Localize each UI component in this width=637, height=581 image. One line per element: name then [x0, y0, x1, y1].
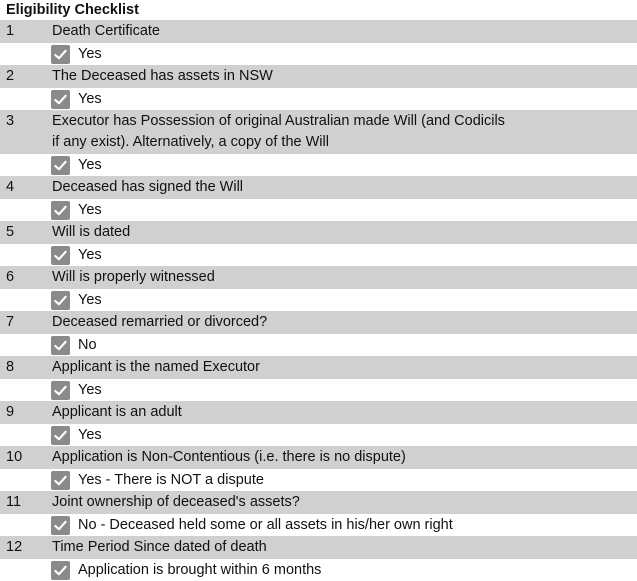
question-text: Death Certificate	[52, 23, 160, 39]
question-row	[0, 446, 637, 469]
answer-text: Yes	[78, 91, 102, 107]
question-row	[0, 20, 637, 43]
question-row	[0, 221, 637, 244]
question-row	[0, 401, 637, 424]
question-row	[0, 266, 637, 289]
checkbox-checked-icon[interactable]	[51, 246, 70, 265]
question-text: The Deceased has assets in NSW	[52, 68, 273, 84]
answer-text: Yes	[78, 202, 102, 218]
answer-row	[0, 43, 637, 65]
answer-row	[0, 514, 637, 536]
answer-text: Application is brought within 6 months	[78, 562, 322, 578]
question-text: Applicant is the named Executor	[52, 359, 260, 375]
question-text: Deceased remarried or divorced?	[52, 314, 268, 330]
question-row	[0, 311, 637, 334]
checkbox-checked-icon[interactable]	[51, 426, 70, 445]
checkbox-checked-icon[interactable]	[51, 471, 70, 490]
question-number: 2	[6, 68, 15, 84]
question-number: 6	[6, 269, 15, 285]
checkbox-checked-icon[interactable]	[51, 336, 70, 355]
question-row	[0, 176, 637, 199]
question-text: Applicant is an adult	[52, 404, 182, 420]
answer-row	[0, 379, 637, 401]
answer-row	[0, 559, 637, 581]
question-row	[0, 65, 637, 88]
checkbox-checked-icon[interactable]	[51, 90, 70, 109]
question-number: 8	[6, 359, 15, 375]
question-row	[0, 491, 637, 514]
answer-row	[0, 199, 637, 221]
checkbox-checked-icon[interactable]	[51, 201, 70, 220]
answer-text: Yes	[78, 157, 102, 173]
question-number: 10	[6, 449, 23, 465]
answer-row	[0, 154, 637, 176]
checkbox-checked-icon[interactable]	[51, 291, 70, 310]
answer-row	[0, 244, 637, 266]
answer-text: Yes	[78, 427, 102, 443]
question-row	[0, 356, 637, 379]
answer-text: Yes - There is NOT a dispute	[78, 472, 264, 488]
question-text: Will is properly witnessed	[52, 269, 215, 285]
question-number: 3	[6, 113, 15, 129]
answer-row	[0, 424, 637, 446]
question-text: Deceased has signed the Will	[52, 179, 244, 195]
answer-text: Yes	[78, 382, 102, 398]
question-text: Application is Non-Contentious (i.e. there is no dispute)	[52, 449, 406, 465]
checkbox-checked-icon[interactable]	[51, 561, 70, 580]
question-text: Joint ownership of deceased's assets?	[52, 494, 300, 510]
answer-text: Yes	[78, 247, 102, 263]
checkbox-checked-icon[interactable]	[51, 381, 70, 400]
checkbox-checked-icon[interactable]	[51, 45, 70, 64]
answer-text: No	[78, 337, 97, 353]
question-row	[0, 110, 637, 154]
question-number: 9	[6, 404, 15, 420]
checkbox-checked-icon[interactable]	[51, 516, 70, 535]
answer-row	[0, 289, 637, 311]
question-number: 12	[6, 539, 23, 555]
answer-row	[0, 88, 637, 110]
question-row	[0, 536, 637, 559]
question-number: 5	[6, 224, 15, 240]
answer-text: No - Deceased held some or all assets in his/her own right	[78, 517, 453, 533]
answer-text: Yes	[78, 292, 102, 308]
question-number: 1	[6, 23, 15, 39]
question-number: 4	[6, 179, 15, 195]
answer-row	[0, 469, 637, 491]
checkbox-checked-icon[interactable]	[51, 156, 70, 175]
question-number: 11	[6, 494, 22, 510]
answer-row	[0, 334, 637, 356]
question-text: Executor has Possession of original Australian made Will (and Codicils if any exist). Alternatively, a copy of the Will	[52, 113, 505, 150]
checklist-items	[0, 20, 637, 581]
question-number: 7	[6, 314, 15, 330]
checklist-title: Eligibility Checklist	[6, 2, 139, 18]
answer-text: Yes	[78, 46, 102, 62]
question-text: Time Period Since dated of death	[52, 539, 267, 555]
question-text: Will is dated	[52, 224, 131, 240]
